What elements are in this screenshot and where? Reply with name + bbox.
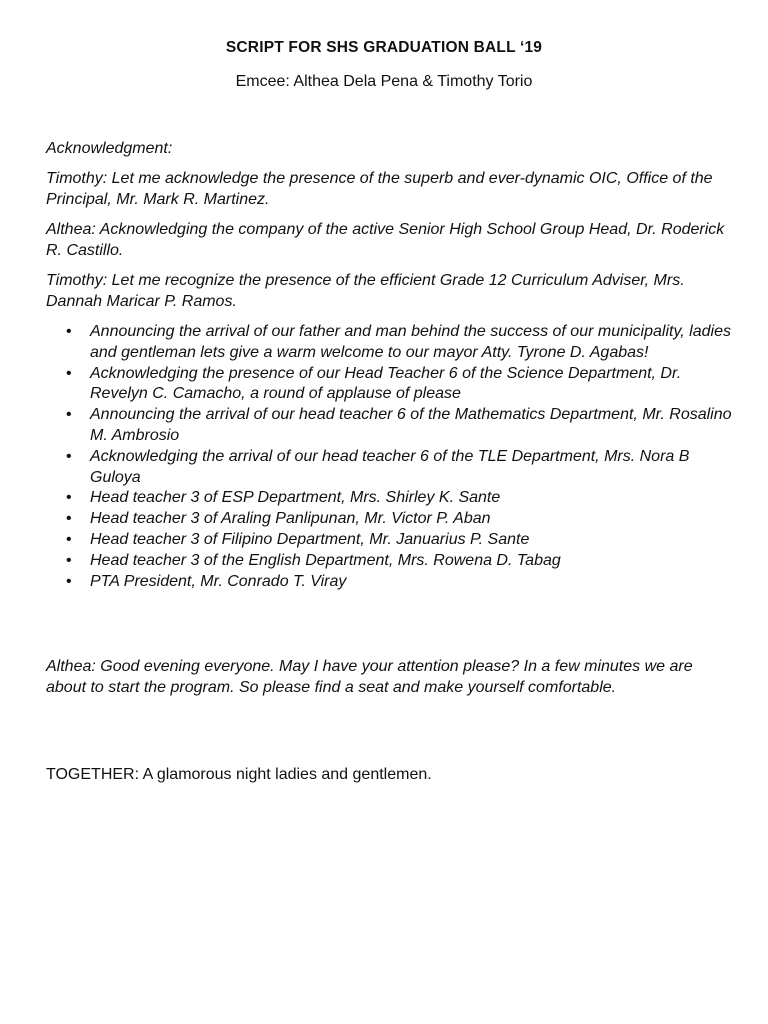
list-item (66, 447, 738, 489)
emcee-line: Emcee: Althea Dela Pena & Timothy Torio (235, 73, 533, 90)
bullet-icon: • (66, 530, 72, 548)
list-item-text: Head teacher 3 of Filipino Department, Mr. Januarius P. Sante (90, 530, 530, 548)
bullet-icon: • (66, 447, 72, 465)
paragraph-timothy-principal: Timothy: Let me acknowledge the presence of the superb and ever-dynamic OIC, Office of the Principal, Mr. Mark R. Martinez. (46, 170, 713, 208)
list-item (66, 509, 738, 530)
document-title: SCRIPT FOR SHS GRADUATION BALL ‘19 (225, 39, 543, 56)
bullet-icon: • (66, 364, 72, 382)
list-item-text: Head teacher 3 of the English Department, Mrs. Rowena D. Tabag (90, 551, 561, 569)
paragraph-althea-group-head: Althea: Acknowledging the company of the active Senior High School Group Head, Dr. Roderick R. Castillo. (46, 221, 725, 259)
bullet-icon: • (66, 572, 72, 590)
list-item-text: Announcing the arrival of our father and man behind the success of our municipality, ladies and gentleman lets give a warm welcome to our mayor Atty. Tyrone D. Agabas! (90, 323, 731, 361)
list-item (66, 364, 738, 406)
together-line: TOGETHER: A glamorous night ladies and gentlemen. (46, 766, 432, 783)
list-item (66, 405, 738, 447)
acknowledgment-heading: Acknowledgment: (46, 140, 173, 157)
bullet-icon: • (66, 510, 72, 528)
bullet-icon: • (66, 551, 72, 569)
acknowledgment-bullet-list (66, 322, 738, 592)
list-item-text: Head teacher 3 of ESP Department, Mrs. Shirley K. Sante (90, 489, 501, 507)
list-item-text: Acknowledging the arrival of our head teacher 6 of the TLE Department, Mrs. Nora B Guloya (90, 447, 690, 486)
bullet-icon: • (66, 406, 72, 424)
paragraph-althea-closing: Althea: Good evening everyone. May I have your attention please? In a few minutes we are about to start the program. So please find a seat and make yourself comfortable. (46, 658, 693, 696)
list-item-text: Head teacher 3 of Araling Panlipunan, Mr. Victor P. Aban (90, 510, 491, 528)
list-item (66, 551, 738, 572)
bullet-icon: • (66, 323, 72, 340)
bullet-icon: • (66, 489, 72, 507)
paragraph-timothy-adviser: Timothy: Let me recognize the presence of the efficient Grade 12 Curriculum Adviser, Mrs. Dannah Maricar P. Ramos. (46, 272, 685, 310)
list-item-text: Announcing the arrival of our head teacher 6 of the Mathematics Department, Mr. Rosalino M. Ambrosio (90, 406, 732, 444)
list-item (66, 322, 738, 364)
list-item-text: Acknowledging the presence of our Head Teacher 6 of the Science Department, Dr. Revelyn C. Camacho, a round of applause of please (90, 364, 682, 403)
list-item-text: PTA President, Mr. Conrado T. Viray (90, 572, 347, 590)
list-item (66, 572, 738, 593)
list-item (66, 488, 738, 509)
list-item (66, 530, 738, 551)
